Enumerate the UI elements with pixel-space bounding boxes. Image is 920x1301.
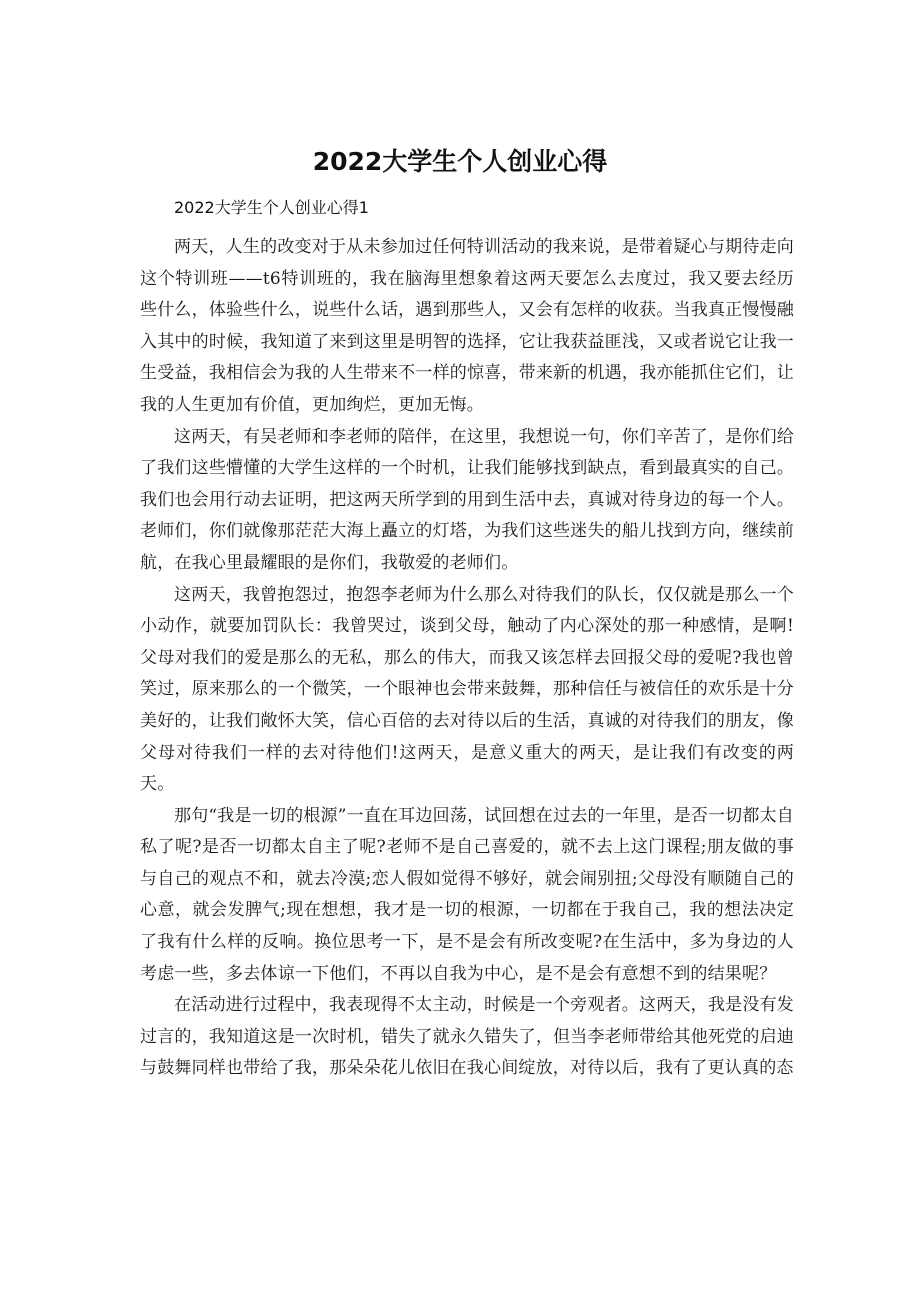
paragraph: 那句“我是一切的根源”一直在耳边回荡，试回想在过去的一年里，是否一切都太自私了呢?是否一切都太自主了呢?老师不是自己喜爱的，就不去上这门课程;朋友做的事与自己的观点不和，就去冷漠;恋人假如觉得不够好，就会闹别扭;父母没有顺随自己的心意，就会发脾气;现在想想，我才是一切的根源，一切都在于我自己，我的想法决定了我有什么样的反响。换位思考一下，是不是会有所改变呢?在生活中，多为身边的人考虑一些，多去体谅一下他们，不再以自我为中心，是不是会有意想不到的结果呢？: [140, 805, 794, 984]
paragraph: 这两天，我曾抱怨过，抱怨李老师为什么那么对待我们的队长，仅仅就是那么一个小动作，就要加罚队长：我曾哭过，谈到父母，触动了内心深处的那一种感情，是啊!父母对我们的爱是那么的无私，那么的伟大，而我又该怎样去回报父母的爱呢?我也曾笑过，原来那么的一个微笑，一个眼神也会带来鼓舞，那种信任与被信任的欢乐是十分美好的，让我们敞怀大笑，信心百倍的去对待以后的生活，真诚的对待我们的朋友，像父母对待我们一样的去对待他们!这两天，是意义重大的两天，是让我们有改变的两天。: [140, 584, 794, 795]
document-body: [140, 232, 794, 1085]
document-title: 2022大学生个人创业心得: [312, 147, 608, 176]
section-heading: 2022大学生个人创业心得1: [174, 198, 369, 217]
paragraph: 这两天，有吴老师和李老师的陪伴，在这里，我想说一句，你们辛苦了，是你们给了我们这些懵懂的大学生这样的一个时机，让我们能够找到缺点，看到最真实的自己。我们也会用行动去证明，把这两天所学到的用到生活中去，真诚对待身边的每一个人。老师们，你们就像那茫茫大海上矗立的灯塔，为我们这些迷失的船儿找到方向，继续前航，在我心里最耀眼的是你们，我敬爱的老师们。: [140, 426, 794, 573]
paragraph: 两天，人生的改变对于从未参加过任何特训活动的我来说，是带着疑心与期待走向这个特训班——t6特训班的，我在脑海里想象着这两天要怎么去度过，我又要去经历些什么，体验些什么，说些什么话，遇到那些人，又会有怎样的收获。当我真正慢慢融入其中的时候，我知道了来到这里是明智的选择，它让我获益匪浅，又或者说它让我一生受益，我相信会为我的人生带来不一样的惊喜，带来新的机遇，我亦能抓住它们，让我的人生更加有价值，更加绚烂，更加无悔。: [140, 237, 794, 415]
paragraph: 在活动进行过程中，我表现得不太主动，时候是一个旁观者。这两天，我是没有发过言的，我知道这是一次时机，错失了就永久错失了，但当李老师带给其他死党的启迪与鼓舞同样也带给了我，那朵朵花儿依旧在我心间绽放，对待以后，我有了更认真的态: [140, 995, 794, 1079]
